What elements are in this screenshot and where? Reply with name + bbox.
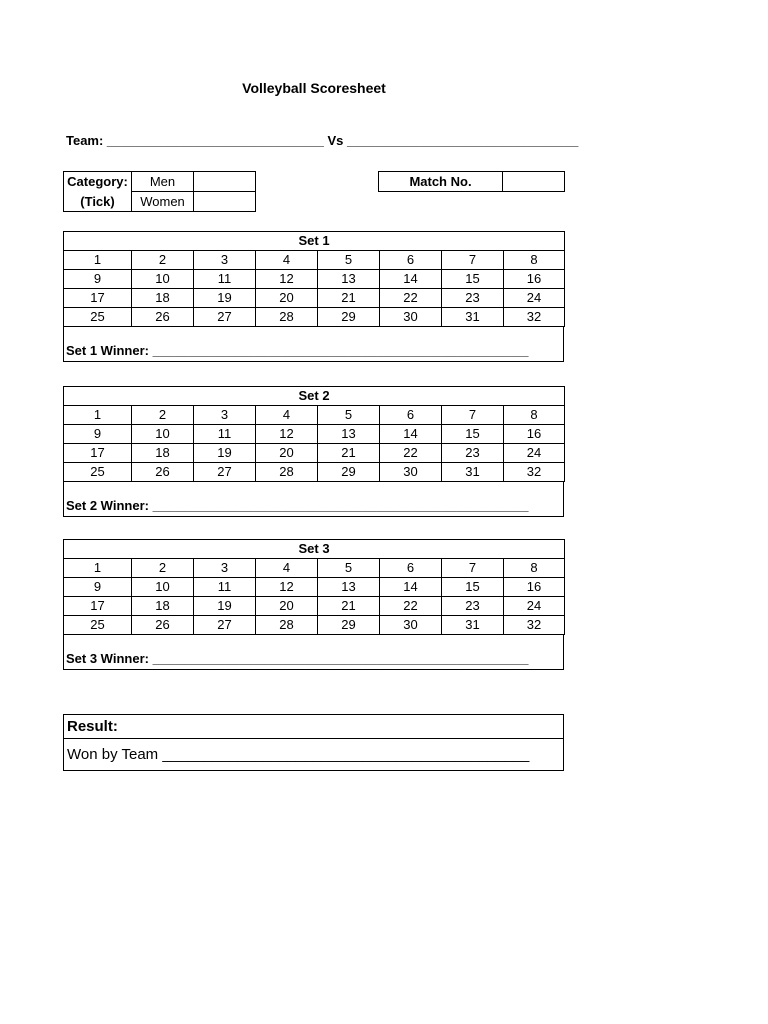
point-cell[interactable]: 9 xyxy=(64,425,132,444)
page-title: Volleyball Scoresheet xyxy=(242,80,386,96)
point-cell[interactable]: 4 xyxy=(256,406,318,425)
point-cell[interactable]: 30 xyxy=(380,463,442,482)
point-cell[interactable]: 24 xyxy=(504,289,565,308)
score-row xyxy=(64,289,565,308)
point-cell[interactable]: 31 xyxy=(442,616,504,635)
point-cell[interactable]: 6 xyxy=(380,251,442,270)
point-cell[interactable]: 27 xyxy=(194,616,256,635)
point-cell[interactable]: 7 xyxy=(442,406,504,425)
point-cell[interactable]: 3 xyxy=(194,406,256,425)
score-row xyxy=(64,597,565,616)
point-cell[interactable]: 23 xyxy=(442,289,504,308)
point-cell[interactable]: 11 xyxy=(194,425,256,444)
set-2-winner-row xyxy=(63,482,564,517)
point-cell[interactable]: 2 xyxy=(132,559,194,578)
point-cell[interactable]: 28 xyxy=(256,463,318,482)
set-3-score-table xyxy=(63,539,565,635)
won-by-team-field[interactable]: Won by Team ____________________________________________ xyxy=(64,739,564,771)
point-cell[interactable]: 20 xyxy=(256,597,318,616)
set-3-winner-field[interactable]: Set 3 Winner: ____________________________________________________ xyxy=(66,651,529,666)
point-cell[interactable]: 8 xyxy=(504,251,565,270)
point-cell[interactable]: 32 xyxy=(504,616,565,635)
score-row xyxy=(64,425,565,444)
score-row xyxy=(64,463,565,482)
point-cell[interactable]: 20 xyxy=(256,289,318,308)
point-cell[interactable]: 2 xyxy=(132,406,194,425)
point-cell[interactable]: 14 xyxy=(380,425,442,444)
point-cell[interactable]: 18 xyxy=(132,444,194,463)
score-row xyxy=(64,578,565,597)
category-table xyxy=(63,171,256,212)
point-cell[interactable]: 10 xyxy=(132,270,194,289)
point-cell[interactable]: 1 xyxy=(64,406,132,425)
point-cell[interactable]: 1 xyxy=(64,251,132,270)
category-option-women: Women xyxy=(132,192,194,212)
score-row xyxy=(64,616,565,635)
point-cell[interactable]: 9 xyxy=(64,270,132,289)
point-cell[interactable]: 6 xyxy=(380,406,442,425)
point-cell[interactable]: 20 xyxy=(256,444,318,463)
point-cell[interactable]: 17 xyxy=(64,289,132,308)
set-1-block xyxy=(63,231,564,362)
point-cell[interactable]: 12 xyxy=(256,578,318,597)
point-cell[interactable]: 22 xyxy=(380,289,442,308)
point-cell[interactable]: 25 xyxy=(64,463,132,482)
point-cell[interactable]: 30 xyxy=(380,616,442,635)
match-number-field[interactable] xyxy=(503,172,565,192)
set-1-score-table xyxy=(63,231,565,327)
point-cell[interactable]: 13 xyxy=(318,578,380,597)
point-cell[interactable]: 22 xyxy=(380,444,442,463)
point-cell[interactable]: 4 xyxy=(256,559,318,578)
category-tick-women[interactable] xyxy=(194,192,256,212)
point-cell[interactable]: 14 xyxy=(380,578,442,597)
team-vs-line[interactable]: Team: ______________________________ Vs ________________________________ xyxy=(66,133,579,148)
point-cell[interactable]: 2 xyxy=(132,251,194,270)
result-table xyxy=(63,714,564,771)
set-2-block xyxy=(63,386,564,517)
point-cell[interactable]: 8 xyxy=(504,559,565,578)
point-cell[interactable]: 31 xyxy=(442,463,504,482)
point-cell[interactable]: 15 xyxy=(442,270,504,289)
set-2-winner-field[interactable]: Set 2 Winner: ____________________________________________________ xyxy=(66,498,529,513)
set-1-winner-field[interactable]: Set 1 Winner: ____________________________________________________ xyxy=(66,343,529,358)
score-row xyxy=(64,444,565,463)
point-cell[interactable]: 13 xyxy=(318,425,380,444)
point-cell[interactable]: 19 xyxy=(194,597,256,616)
point-cell[interactable]: 27 xyxy=(194,308,256,327)
set-3-block xyxy=(63,539,564,670)
point-cell[interactable]: 11 xyxy=(194,270,256,289)
point-cell[interactable]: 19 xyxy=(194,444,256,463)
point-cell[interactable]: 17 xyxy=(64,597,132,616)
score-row xyxy=(64,559,565,578)
point-cell[interactable]: 1 xyxy=(64,559,132,578)
point-cell[interactable]: 21 xyxy=(318,597,380,616)
point-cell[interactable]: 8 xyxy=(504,406,565,425)
point-cell[interactable]: 23 xyxy=(442,597,504,616)
point-cell[interactable]: 6 xyxy=(380,559,442,578)
point-cell[interactable]: 7 xyxy=(442,559,504,578)
point-cell[interactable]: 21 xyxy=(318,444,380,463)
match-number-table xyxy=(378,171,565,192)
point-cell[interactable]: 29 xyxy=(318,463,380,482)
point-cell[interactable]: 23 xyxy=(442,444,504,463)
point-cell[interactable]: 29 xyxy=(318,616,380,635)
point-cell[interactable]: 13 xyxy=(318,270,380,289)
set-1-winner-row xyxy=(63,327,564,362)
point-cell[interactable]: 24 xyxy=(504,597,565,616)
point-cell[interactable]: 21 xyxy=(318,289,380,308)
point-cell[interactable]: 3 xyxy=(194,559,256,578)
set-3-winner-row xyxy=(63,635,564,670)
point-cell[interactable]: 29 xyxy=(318,308,380,327)
score-row xyxy=(64,270,565,289)
point-cell[interactable]: 15 xyxy=(442,425,504,444)
score-row xyxy=(64,251,565,270)
point-cell[interactable]: 11 xyxy=(194,578,256,597)
point-cell[interactable]: 32 xyxy=(504,463,565,482)
point-cell[interactable]: 12 xyxy=(256,270,318,289)
point-cell[interactable]: 16 xyxy=(504,270,565,289)
point-cell[interactable]: 9 xyxy=(64,578,132,597)
point-cell[interactable]: 7 xyxy=(442,251,504,270)
point-cell[interactable]: 32 xyxy=(504,308,565,327)
point-cell[interactable]: 5 xyxy=(318,559,380,578)
point-cell[interactable]: 25 xyxy=(64,308,132,327)
point-cell[interactable]: 26 xyxy=(132,463,194,482)
point-cell[interactable]: 3 xyxy=(194,251,256,270)
point-cell[interactable]: 16 xyxy=(504,425,565,444)
point-cell[interactable]: 19 xyxy=(194,289,256,308)
point-cell[interactable]: 18 xyxy=(132,597,194,616)
point-cell[interactable]: 28 xyxy=(256,616,318,635)
point-cell[interactable]: 26 xyxy=(132,308,194,327)
category-option-men: Men xyxy=(132,172,194,192)
point-cell[interactable]: 24 xyxy=(504,444,565,463)
result-label: Result: xyxy=(64,715,564,739)
point-cell[interactable]: 30 xyxy=(380,308,442,327)
point-cell[interactable]: 5 xyxy=(318,251,380,270)
point-cell[interactable]: 22 xyxy=(380,597,442,616)
match-number-label: Match No. xyxy=(379,172,503,192)
point-cell[interactable]: 14 xyxy=(380,270,442,289)
point-cell[interactable]: 18 xyxy=(132,289,194,308)
category-tick-label: (Tick) xyxy=(64,192,132,212)
score-row xyxy=(64,308,565,327)
point-cell[interactable]: 26 xyxy=(132,616,194,635)
point-cell[interactable]: 16 xyxy=(504,578,565,597)
set-1-heading: Set 1 xyxy=(64,232,565,251)
category-tick-men[interactable] xyxy=(194,172,256,192)
point-cell[interactable]: 10 xyxy=(132,425,194,444)
score-row xyxy=(64,406,565,425)
set-2-heading: Set 2 xyxy=(64,387,565,406)
set-3-heading: Set 3 xyxy=(64,540,565,559)
point-cell[interactable]: 31 xyxy=(442,308,504,327)
point-cell[interactable]: 5 xyxy=(318,406,380,425)
point-cell[interactable]: 15 xyxy=(442,578,504,597)
point-cell[interactable]: 12 xyxy=(256,425,318,444)
category-label: Category: xyxy=(64,172,132,192)
set-2-score-table xyxy=(63,386,565,482)
point-cell[interactable]: 28 xyxy=(256,308,318,327)
point-cell[interactable]: 10 xyxy=(132,578,194,597)
point-cell[interactable]: 27 xyxy=(194,463,256,482)
point-cell[interactable]: 25 xyxy=(64,616,132,635)
point-cell[interactable]: 17 xyxy=(64,444,132,463)
point-cell[interactable]: 4 xyxy=(256,251,318,270)
